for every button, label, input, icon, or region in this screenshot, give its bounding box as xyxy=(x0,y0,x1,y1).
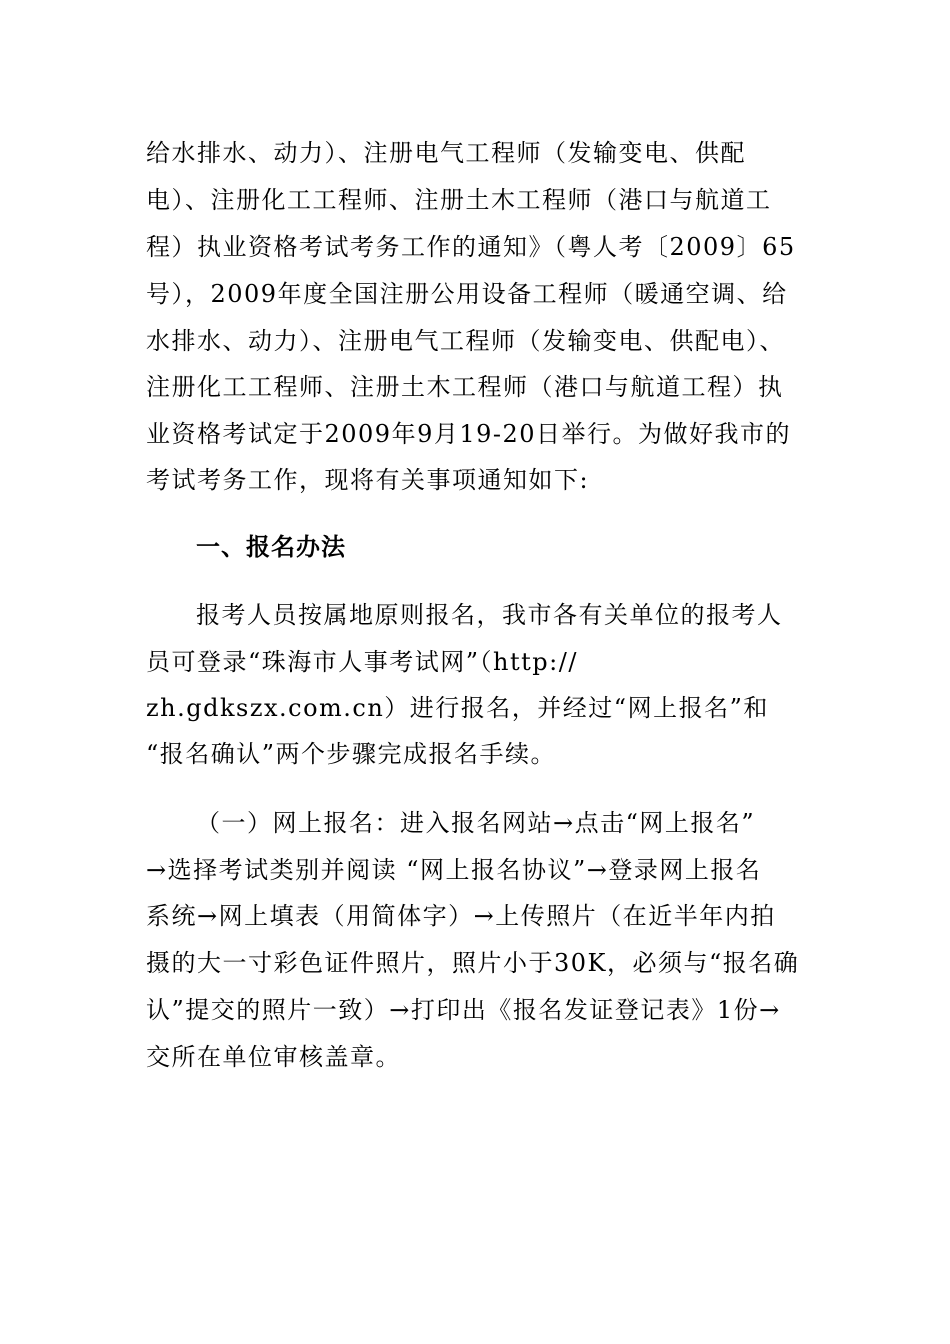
intro-line: 给水排水、动力）、注册电气工程师（发输变电、供配 xyxy=(146,139,746,167)
registration-line: “报名确认”两个步骤完成报名手续。 xyxy=(146,740,557,768)
online-registration-line: 交所在单位审核盖章。 xyxy=(146,1043,401,1071)
intro-line: 业资格考试定于2009年9月19-20日举行。为做好我市的 xyxy=(146,420,792,448)
intro-line: 注册化工工程师、注册土木工程师（港口与航道工程）执 xyxy=(146,373,784,401)
intro-line: 考试考务工作，现将有关事项通知如下: xyxy=(146,466,590,494)
registration-line: 员可登录“珠海市人事考试网”（http:// xyxy=(146,648,578,676)
registration-line: zh.gdkszx.com.cn）进行报名，并经过“网上报名”和 xyxy=(146,694,769,722)
online-registration-line: →选择考试类别并阅读 “网上报名协议”→登录网上报名 xyxy=(146,856,762,884)
online-registration-line: 认”提交的照片一致）→打印出《报名发证登记表》1份→ xyxy=(146,996,781,1024)
online-registration-line: 摄的大一寸彩色证件照片，照片小于30K，必须与“报名确 xyxy=(146,949,800,977)
online-registration-line: 系统→网上填表（用简体字）→上传照片（在近半年内拍 xyxy=(146,902,776,930)
intro-line: 号），2009年度全国注册公用设备工程师（暖通空调、给 xyxy=(146,280,788,308)
registration-line: 报考人员按属地原则报名，我市各有关单位的报考人 xyxy=(196,601,783,629)
intro-line: 程）执业资格考试考务工作的通知》（粤人考〔2009〕65 xyxy=(146,233,796,261)
intro-line: 电）、注册化工工程师、注册土木工程师（港口与航道工 xyxy=(146,186,772,214)
section-heading: 一、报名办法 xyxy=(196,533,346,561)
online-registration-line: （一）网上报名：进入报名网站→点击“网上报名” xyxy=(196,809,756,837)
intro-line: 水排水、动力）、注册电气工程师（发输变电、供配电）、 xyxy=(146,327,785,355)
